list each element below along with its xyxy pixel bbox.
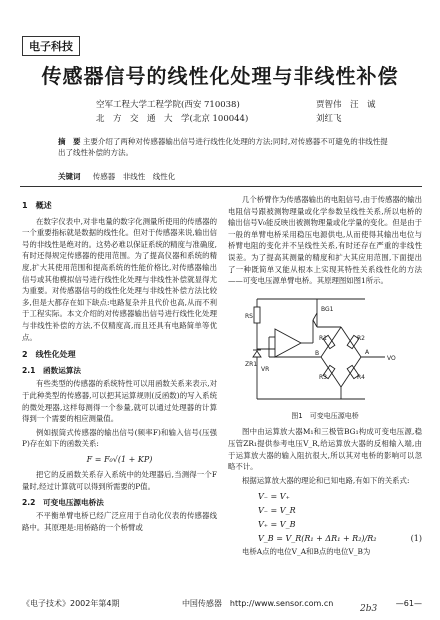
label-a: A <box>365 348 370 356</box>
figure-caption: 图1 可变电压源电桥 <box>291 411 359 420</box>
footer-site: 中国传感器 http://www.sensor.com.cn <box>181 599 334 608</box>
page-number: —61— <box>395 599 422 608</box>
circuit-diagram <box>245 291 405 409</box>
author-block <box>96 98 416 126</box>
author-row <box>96 98 416 112</box>
equation: V₋ = V_R <box>258 506 296 516</box>
author-names: 刘红飞 <box>316 114 342 124</box>
label-rs: RS <box>245 312 253 320</box>
author-names: 贾智伟 汪 诚 <box>316 100 376 110</box>
abstract <box>58 136 388 158</box>
paragraph: 根据运算放大器的理论和已知电路,有如下的关系式: <box>242 475 410 485</box>
section-tag: 电子科技 <box>22 36 80 56</box>
label-r1: R1 <box>319 334 327 342</box>
abstract-text: 主要介绍了两种对传感器输出信号进行线性化处理的方法;同时,对传感器不可避免的非线性提出了线性补偿的方法。 <box>58 137 388 157</box>
label-b: B <box>315 349 320 357</box>
paragraph: 几个桥臂作为传感器输出的电阻信号,由于传感器的输出电阻信号跟被测物理量或化学参数呈线性关系,所以电桥的输出信号V₀能反映出被测物理量或化学量的变化。但是由于一般的单臂电桥采用稳压电源供电,从而使得其输出电位与桥臂电阻的变化并不呈线性关系,有时还存在严重的非线性误差。为了提高其测量的精度和扩大其应用范围,下面提出了一种既简单又能从根本上实现其特性关系线性化的方法——可变电压源单臂电桥。其原理图如图1所示。 <box>228 195 422 286</box>
heading-linearization: 2 线性化处理 <box>22 350 76 360</box>
paragraph: 有些类型的传感器的系统特性可以用函数关系来表示,对于此种类型的传感器,可以把其运算规则(反函数)的写入系统的微处理器,这样每测得一个参量,就可以通过处理器的计算得到一个需要的相应测量值。 <box>22 379 217 424</box>
paper-title: 传感器信号的线性化处理与非线性补偿 <box>41 64 399 88</box>
formula: F = F₀√(1 + KP) <box>86 454 153 464</box>
right-column <box>228 194 422 560</box>
author-row <box>96 112 416 126</box>
paragraph: 图中由运算放大器M₁和三极管BG₁构成可变电压源,稳压管ZR₁提供参考电压V_R,给运算放大器的反相输入端,由于运算放大器的输入阻抗很大,所以其对电桥的影响可以忽略不计。 <box>228 427 422 472</box>
heading-overview: 1 概述 <box>22 201 52 210</box>
label-zr1: ZR1 <box>245 360 258 368</box>
keywords-text: 传感器 非线性 线性化 <box>92 172 176 181</box>
paragraph: 在数字仪表中,对非电量的数字化测量所使用的传感器的一个重要指标就是数据的线性化。但对于传感器来说,输出信号的非线性是绝对的。这势必难以保证系统的精度与准确度,有时还得规定传感器的使用范围。为了提高仪器和系统的精度,扩大其使用范围和提高系统的性能价格比,对传感器输出信号或其他模拟信号进行线性化处理与非线性补偿就显得尤为重要。对传感器信号的线性化处理与非线性补偿方法比较多,但是大都存在如下缺点:电路复杂并且代价也高,从而不利于工程实际。本文介绍的对传感器输出信号进行线性化处理与非线性补偿的方法,不仅精度高,而且还具有电路简单等优点。 <box>22 216 217 342</box>
paragraph: 不平衡单臂电桥已经广泛应用于自动化仪表的传感器线路中。其原理是:用桥路的一个桥臂或 <box>22 511 217 532</box>
circuit-figure <box>245 291 405 409</box>
label-bg1: BG1 <box>321 305 334 313</box>
equation-number: (1) <box>410 534 422 544</box>
equation-block <box>258 490 422 546</box>
keywords <box>58 171 388 182</box>
abstract-label: 摘 要 <box>58 137 81 146</box>
label-r4: R4 <box>357 373 365 381</box>
paragraph: 把它的反函数关系存入系统中的处理器后,当测得一个F量时,经过计算就可以得到所需要的P值。 <box>22 470 217 492</box>
label-r2: R2 <box>357 334 365 342</box>
keywords-label: 关键词 <box>58 172 81 181</box>
affiliation: 北 方 交 通 大 学(北京 100044) <box>96 114 249 124</box>
label-vo: VO <box>387 354 396 362</box>
paragraph: 例如振筒式传感器的输出信号(频率F)和输入信号(压强P)存在如下的函数关系: <box>22 427 217 449</box>
handwritten-note: 2b3 <box>360 604 378 614</box>
affiliation: 空军工程大学工程学院(西安 710038) <box>96 100 240 110</box>
equation: V_B = V_R(R₁ + ΔR₁ + R₂)/R₂ <box>258 534 377 544</box>
heading-bridge-method: 2.2 可变电压源电桥法 <box>22 497 104 507</box>
journal-info: 《电子技术》2002年第4期 <box>22 599 120 608</box>
equation: V₋ = V₊ <box>258 492 290 502</box>
header-rule <box>20 186 422 187</box>
equation-numbered <box>258 532 422 546</box>
heading-function-method: 2.1 函数运算法 <box>22 365 82 375</box>
equation: V₊ = V_B <box>258 520 296 530</box>
label-r3: R3 <box>319 373 327 381</box>
paragraph: 电桥A点的电位V_A和B点的电位V_B为 <box>242 547 371 557</box>
label-vr: VR <box>261 365 270 373</box>
left-column <box>22 194 217 535</box>
